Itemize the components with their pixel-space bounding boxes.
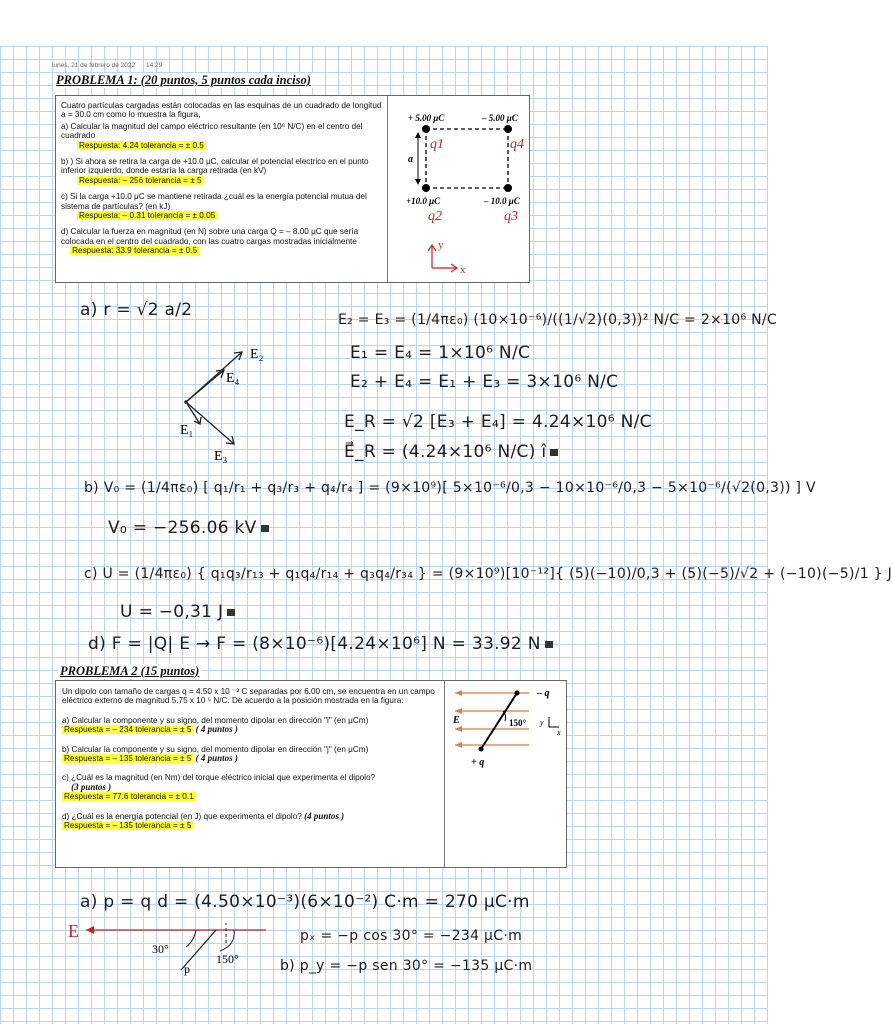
- problem1-c-question: c) Si la carga +10.0 μC se mantiene retirada ¿cuál es la energía potencial mutua del sistema de partículas? (en kJ): [61, 192, 367, 211]
- fig2-pos-label: + q: [471, 757, 485, 768]
- fig1-axis-y-label: y: [438, 239, 444, 251]
- problem2-a-answer: Respuesta = – 234 tolerancia = ± 5: [64, 725, 192, 735]
- vec-e4: [186, 370, 224, 402]
- sol2-px: pₓ = −p cos 30° = −234 μC·m: [300, 928, 523, 944]
- problem2-intro: Un dipolo con tamaño de cargas q = 4.50 x 10 ⁻³ C separadas por 6.00 cm, se encuentra en un campo eléctrico externo de magnitud 5.75 x 10 ⁵ N/C. De acuerdo a la posición mostrada en la figura:: [62, 687, 435, 706]
- problem2-a-points: ( 4 puntos ): [195, 724, 238, 735]
- problem2-d-points: (4 puntos ): [304, 810, 345, 821]
- fig2-field-label: E: [453, 715, 460, 726]
- sol2-p-equation: a) p = q d = (4.50×10⁻³)(6×10⁻²) C·m = 270 μC·m: [80, 892, 530, 912]
- problem2-c-question: c) ¿Cuál es la magnitud (en Nm) del torque eléctrico inicial que experimenta el dipolo?: [62, 773, 376, 783]
- problem1-intro: Cuatro partículas cargadas están colocadas en las esquinas de un cuadrado de longitud a = 30.0 cm como lo muestra la figura,: [61, 101, 382, 120]
- sol1-sum: E₂ + E₄ = E₁ + E₃ = 3×10⁶ N/C: [350, 372, 619, 392]
- fig1-charge-br: – 10.0 μC: [484, 196, 520, 206]
- sol2-py: b) p_y = −p sen 30° = −135 μC·m: [280, 958, 533, 974]
- fig2-axis-x: x: [557, 728, 561, 737]
- sol1-e1e4: E₁ = E₄ = 1×10⁶ N/C: [350, 343, 531, 363]
- problem1-d-question: d) Calcular la fuerza en magnitud (en N) sobre una carga Q = – 8.00 μC que sería colocada en el centro del cuadrado, con las cuatro cargas mostradas inicialmente: [61, 227, 359, 246]
- sketch-30: 30°: [152, 942, 169, 956]
- fig1-dim-arrow-bottom: [415, 179, 421, 185]
- sol1-er: E_R = √2 [E₃ + E₄] = 4.24×10⁶ N/C: [344, 412, 652, 432]
- fig1-q1: q1: [430, 137, 444, 152]
- fig1-dim-arrow-top: [415, 132, 421, 138]
- fig2-neg-label: – q: [537, 688, 550, 699]
- sol1-er-vector: E⃗_R = (4.24×10⁶ N/C) î: [344, 442, 558, 462]
- problem1-box: [55, 95, 530, 283]
- problem2-d-question: d) ¿Cuál es la energía potencial (en J) que experimenta el dipolo?: [62, 811, 302, 821]
- problem2-c-answer: Respuesta = 77.6 tolerancia = ± 0.1: [64, 792, 194, 802]
- sol1-b-result: V₀ = −256.06 kV: [108, 518, 269, 538]
- fig1-dot-bl: [422, 184, 430, 192]
- problem1-text: [61, 101, 383, 263]
- lbl-e4: E₄: [226, 371, 240, 386]
- sketch-p: p: [184, 962, 190, 976]
- problem2-title: PROBLEMA 2 (15 puntos): [60, 664, 200, 678]
- problem2-b-points: ( 4 puntos ): [195, 753, 238, 764]
- problem2-figure: [445, 681, 565, 867]
- sketch-e-label: E: [68, 921, 79, 941]
- fig2-angle-label: 150°: [509, 718, 527, 728]
- problem2-box: [55, 680, 567, 868]
- fig1-q2: q2: [428, 209, 442, 224]
- dipole-neg: [515, 691, 520, 696]
- problem2-b-answer: Respuesta = – 135 tolerancia = ± 5: [64, 754, 192, 764]
- problem1-b-question: b) ) Si ahora se retira la carga de +10.0 μC, calcular el potencial electrico en el punto inferior izquierdo, donde estaría la carga retirada (en kV): [61, 157, 369, 176]
- fig1-charge-bl: +10.0 μC: [406, 196, 441, 206]
- sol2-dipole-sketch: [66, 915, 276, 975]
- sol1-field-vectors: [170, 340, 280, 464]
- problem1-c-answer: Respuesta: – 0.31 tolerancia = ± 0.05: [78, 211, 216, 221]
- problem2-c-points: (3 puntos ): [71, 781, 112, 792]
- sol1-e2e3: E₂ = E₃ = (1/4πε₀) (10×10⁻⁶)/((1/√2)(0,3))² N/C = 2×10⁶ N/C: [338, 312, 778, 328]
- fig1-q3: q3: [504, 209, 518, 224]
- problem2-b-question: b) Calcular la componente y su signo, del momento dipolar en dirección "j" (en μCm): [62, 744, 369, 754]
- fig1-axis-x-label: x: [460, 264, 466, 276]
- fig1-dot-br: [504, 184, 512, 192]
- fig1-q4: q4: [510, 137, 524, 152]
- fig1-dot-tl: [422, 125, 430, 133]
- sketch-150: 150°: [216, 952, 239, 966]
- lbl-e1: E₁: [180, 423, 194, 438]
- sol1-a-radius: a) r = √2 a/2: [80, 300, 193, 320]
- problem1-b-answer: Respuesta: – 256 tolerancia = ± 5: [78, 175, 202, 185]
- problem2-a-question: a) Calcular la componente y su signo, del momento dipolar en dirección "i" (en μCm): [62, 715, 369, 725]
- sol1-d-equation: d) F = |Q| E → F = (8×10⁻⁶)[4.24×10⁶] N = 33.92 N: [88, 634, 553, 654]
- fig1-charge-tr: – 5.00 μC: [482, 113, 518, 123]
- sol1-b-equation: b) V₀ = (1/4πε₀) [ q₁/r₁ + q₃/r₃ + q₄/r₄ ] = (9×10⁹)[ 5×10⁻⁶/0,3 − 10×10⁻⁶/0,3 − 5×10⁻⁶/(√2(0,3)) ] V: [84, 480, 816, 496]
- fig1-charge-tl: + 5.00 μC: [408, 113, 445, 123]
- dipole-pos: [479, 747, 484, 752]
- note-timestamp: lunes, 21 de febrero de 2022 14:29: [52, 62, 163, 69]
- problem1-d-answer: Respuesta: 33.9 tolerancia = ± 0.5: [72, 246, 197, 256]
- sol1-c-equation: c) U = (1/4πε₀) { q₁q₃/r₁₃ + q₁q₄/r₁₄ + q₃q₄/r₃₄ } = (9×10⁹)[10⁻¹²]{ (5)(−10)/0,3 + (5)(−5)/√2 + (−10)(−5)/1 } J: [84, 566, 892, 582]
- problem2-d-answer: Respuesta = – 135 tolerancia = ± 5: [64, 821, 192, 831]
- lbl-e2: E₂: [250, 347, 264, 362]
- fig1-dot-tr: [504, 125, 512, 133]
- problem1-a-question: a) Calcular la magnitud del campo eléctrico resultante (en 10⁶ N/C) en el centro del cuadrado: [61, 121, 363, 141]
- problem1-a-answer: Respuesta: 4.24 tolerancia = ± 0.5: [78, 140, 204, 150]
- fig2-axis-y: y: [540, 718, 544, 727]
- fig1-side-label: a: [408, 154, 413, 165]
- sol1-c-result: U = −0,31 J: [120, 602, 235, 622]
- problem1-title: PROBLEMA 1: (20 puntos, 5 puntos cada inciso): [56, 73, 311, 87]
- lbl-e3: E₃: [214, 449, 228, 464]
- problem1-figure: [388, 96, 528, 282]
- problem2-text: [62, 687, 442, 837]
